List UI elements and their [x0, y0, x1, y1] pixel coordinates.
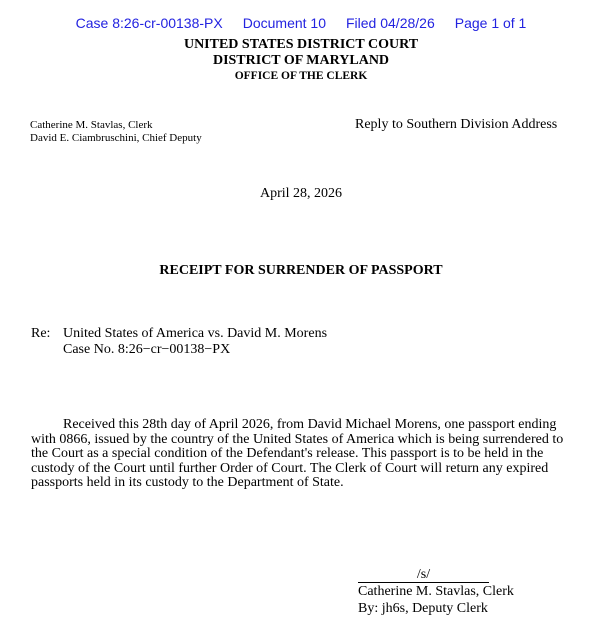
signer-by: By: jh6s, Deputy Clerk — [358, 601, 488, 616]
case-number: Case No. 8:26−cr−00138−PX — [63, 342, 231, 357]
chief-deputy-name: David E. Ciambruschini, Chief Deputy — [30, 131, 202, 144]
signer-name: Catherine M. Stavlas, Clerk — [358, 584, 514, 599]
case-number-stamp: Case 8:26-cr-00138-PX — [75, 15, 223, 31]
court-office: OFFICE OF THE CLERK — [234, 70, 368, 82]
re-label: Re: — [31, 326, 51, 341]
document-date: April 28, 2026 — [259, 186, 343, 201]
clerk-name: Catherine M. Stavlas, Clerk — [30, 119, 153, 131]
signature-mark: /s/ — [358, 568, 489, 583]
re-line — [31, 326, 327, 342]
filed-date-stamp: Filed 04/28/26 — [346, 15, 435, 31]
receipt-body: Received this 28th day of April 2026, from David Michael Morens, one passport ending with 0866, issued by the country of the United States of America which is being surrendered to the Court as a special condition of the Defendant's release. This passport is to be held in the custody of the Court until further Order of Court. The Clerk of Court will return any expired passports held in its custody to the Department of State. — [31, 417, 564, 491]
re-block — [31, 326, 327, 358]
court-district: DISTRICT OF MARYLAND — [212, 53, 390, 68]
court-name: UNITED STATES DISTRICT COURT — [183, 37, 419, 52]
court-heading — [0, 37, 602, 83]
document-title: RECEIPT FOR SURRENDER OF PASSPORT — [159, 263, 443, 278]
ecf-header-stamp — [0, 15, 602, 31]
case-name: United States of America vs. David M. Morens — [63, 326, 328, 341]
page-count-stamp: Page 1 of 1 — [454, 15, 527, 31]
signature-block — [358, 566, 514, 617]
reply-to-address: Reply to Southern Division Address — [355, 117, 558, 132]
staff-block — [30, 119, 202, 144]
document-number-stamp: Document 10 — [242, 15, 326, 31]
